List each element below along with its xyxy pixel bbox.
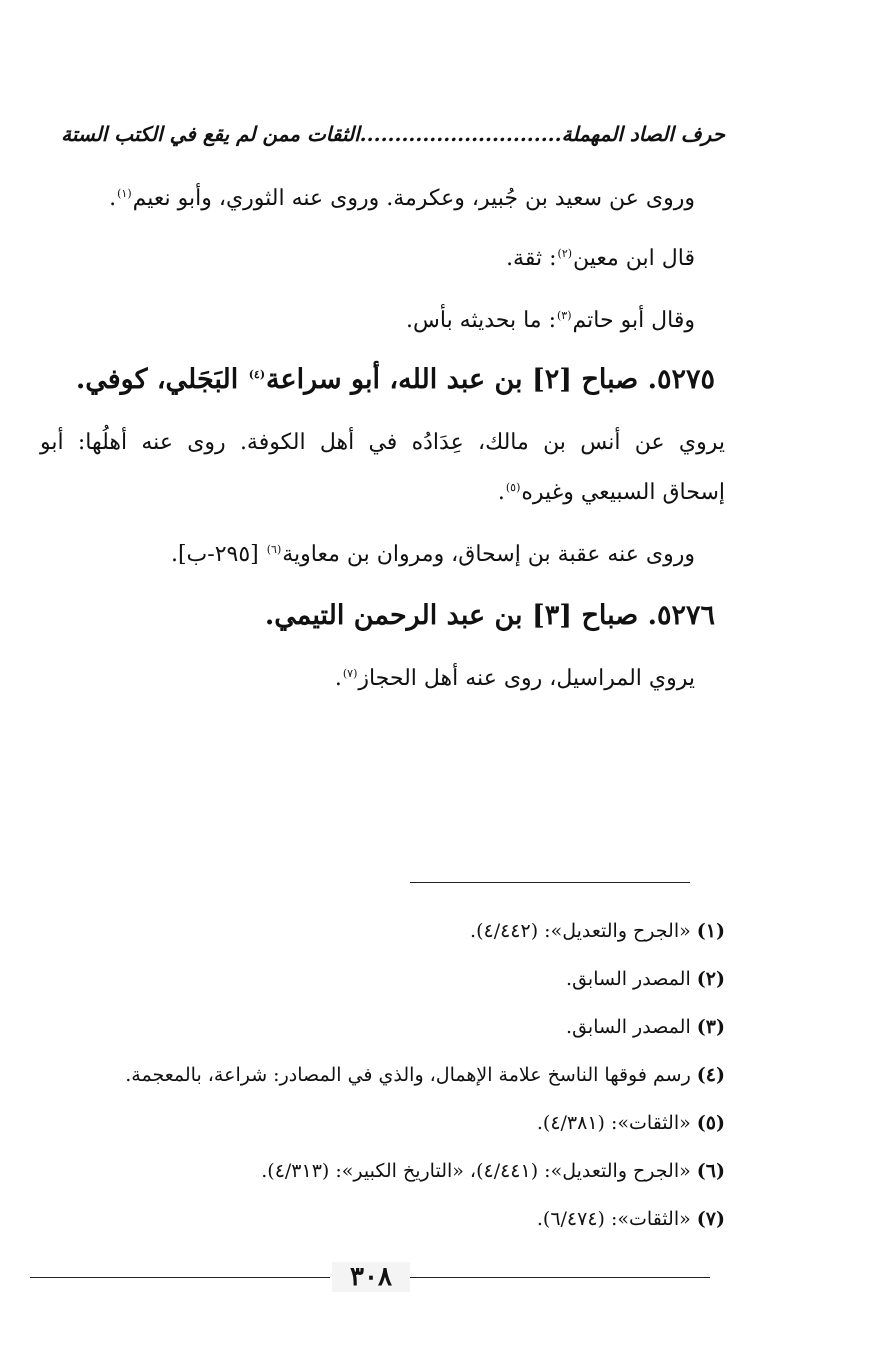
body-line <box>109 184 695 215</box>
body-line <box>506 244 695 275</box>
footnote-number: (٧) <box>696 1208 725 1230</box>
running-header: حرف الصاد المهملة.............................الثقات ممن لم يقع في الكتب الستة <box>61 122 725 146</box>
footer-rule-left <box>30 1277 330 1278</box>
entry-heading-5276: ٥٢٧٦. صباح [٣] بن عبد الرحمن التيمي. <box>264 600 715 631</box>
body-line <box>498 478 725 509</box>
body-text: : ما بحديثه بأس. <box>406 308 556 333</box>
body-text: : ثقة. <box>506 246 557 271</box>
footnote-4 <box>125 1064 725 1086</box>
body-line <box>406 306 695 337</box>
body-line <box>335 664 695 695</box>
footnote-text: «الجرح والتعديل»: (٤/٤٤١)، «التاريخ الكبير»: (٤/٣١٣). <box>261 1160 697 1182</box>
footnote-3 <box>566 1016 725 1038</box>
footnote-ref[interactable]: (١) <box>117 186 132 200</box>
footnote-number: (٣) <box>696 1016 725 1038</box>
footnote-ref[interactable]: (٥) <box>505 480 521 494</box>
footnote-7 <box>537 1208 725 1230</box>
body-text: [٢٩٥-ب]. <box>170 542 266 567</box>
footnote-5 <box>537 1112 725 1134</box>
footnote-6 <box>261 1160 725 1182</box>
entry-title: البَجَلي، كوفي. <box>75 364 248 395</box>
footnote-text: «الثقات»: (٤/٣٨١). <box>536 1112 697 1134</box>
body-text: إسحاق السبيعي وغيره <box>521 480 725 505</box>
body-line: يروي عن أنس بن مالك، عِدَادُه في أهل الكوفة. روى عنه أهلُها: أبو <box>40 430 725 455</box>
footnote-2 <box>566 968 725 990</box>
body-text: وروى عنه عقبة بن إسحاق، ومروان بن معاوية <box>282 542 695 567</box>
body-text: وقال أبو حاتم <box>572 308 695 333</box>
footnote-number: (١) <box>696 920 725 942</box>
body-text: قال ابن معين <box>573 246 695 271</box>
footnote-text: «الجرح والتعديل»: (٤/٤٤٢). <box>470 920 697 942</box>
body-line <box>171 540 695 571</box>
footnote-text: «الثقات»: (٦/٤٧٤). <box>536 1208 697 1230</box>
footnote-number: (٦) <box>696 1160 725 1182</box>
body-text: . <box>497 480 505 505</box>
footnote-separator <box>410 882 690 883</box>
entry-title: ٥٢٧٥. صباح [٢] بن عبد الله، أبو سراعة <box>266 364 715 395</box>
footnote-text: المصدر السابق. <box>566 1016 697 1038</box>
body-text: . <box>334 666 342 691</box>
footnote-ref[interactable]: (٤) <box>248 368 266 381</box>
footnote-ref[interactable]: (٧) <box>342 666 358 680</box>
footnote-number: (٢) <box>696 968 725 990</box>
body-text: . <box>109 186 117 211</box>
page-number: ٣٠٨ <box>332 1262 410 1292</box>
body-text: وروى عن سعيد بن جُبير، وعكرمة. وروى عنه الثوري، وأبو نعيم <box>132 186 695 211</box>
footnote-number: (٥) <box>696 1112 725 1134</box>
footnote-ref[interactable]: (٢) <box>557 246 573 260</box>
footnote-text: المصدر السابق. <box>566 968 697 990</box>
footnote-ref[interactable]: (٦) <box>266 542 282 556</box>
footnote-ref[interactable]: (٣) <box>557 308 572 322</box>
body-text: يروي المراسيل، روى عنه أهل الحجاز <box>358 666 695 691</box>
footnote-number: (٤) <box>696 1064 725 1086</box>
footer-rule-right <box>410 1277 710 1278</box>
footnote-text: رسم فوقها الناسخ علامة الإهمال، والذي في المصادر: شراعة، بالمعجمة. <box>125 1064 697 1086</box>
footnote-1 <box>470 920 725 942</box>
entry-heading-5275 <box>76 364 715 395</box>
